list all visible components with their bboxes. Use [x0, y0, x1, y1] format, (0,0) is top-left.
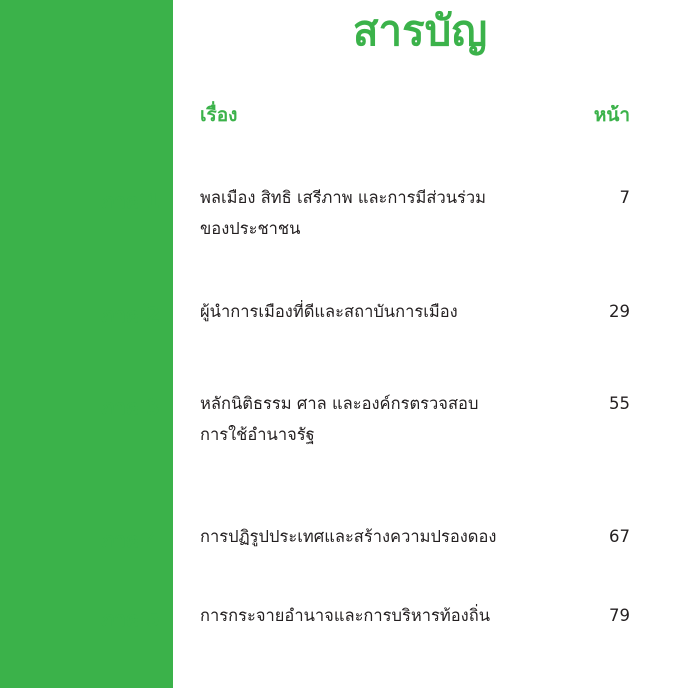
toc-entry-page: 79	[609, 606, 630, 625]
toc-entry-title: พลเมือง สิทธิ เสรีภาพ และการมีส่วนร่วม ของประชาชน	[200, 188, 487, 238]
toc-entry-title: การปฏิรูปประเทศและสร้างความปรองดอง	[200, 527, 497, 546]
toc-entry-title: ผู้นำการเมืองที่ดีและสถาบันการเมือง	[200, 302, 458, 321]
toc-entry-page: 67	[609, 527, 630, 546]
column-header-subject: เรื่อง	[200, 104, 238, 126]
toc-part-label: ภาค 2	[101, 303, 160, 327]
toc-part-label: ภาค 4	[101, 528, 160, 552]
toc-entry-page: 7	[619, 188, 630, 207]
toc-entry-page: 55	[609, 394, 630, 413]
toc-part-label: ภาค 3	[101, 395, 160, 419]
toc-entry-page: 29	[609, 302, 630, 321]
column-header-page: หน้า	[593, 104, 630, 126]
toc-part-label: ภาค 5	[101, 607, 160, 631]
toc-part-label: ภาค 1	[101, 189, 160, 213]
page-title: สารบัญ	[352, 6, 488, 55]
toc-entry-title: การกระจายอำนาจและการบริหารท้องถิ่น	[200, 606, 490, 625]
toc-entry-title: หลักนิติธรรม ศาล และองค์กรตรวจสอบ การใช้อำนาจรัฐ	[200, 394, 479, 444]
left-decorative-band	[0, 0, 173, 688]
